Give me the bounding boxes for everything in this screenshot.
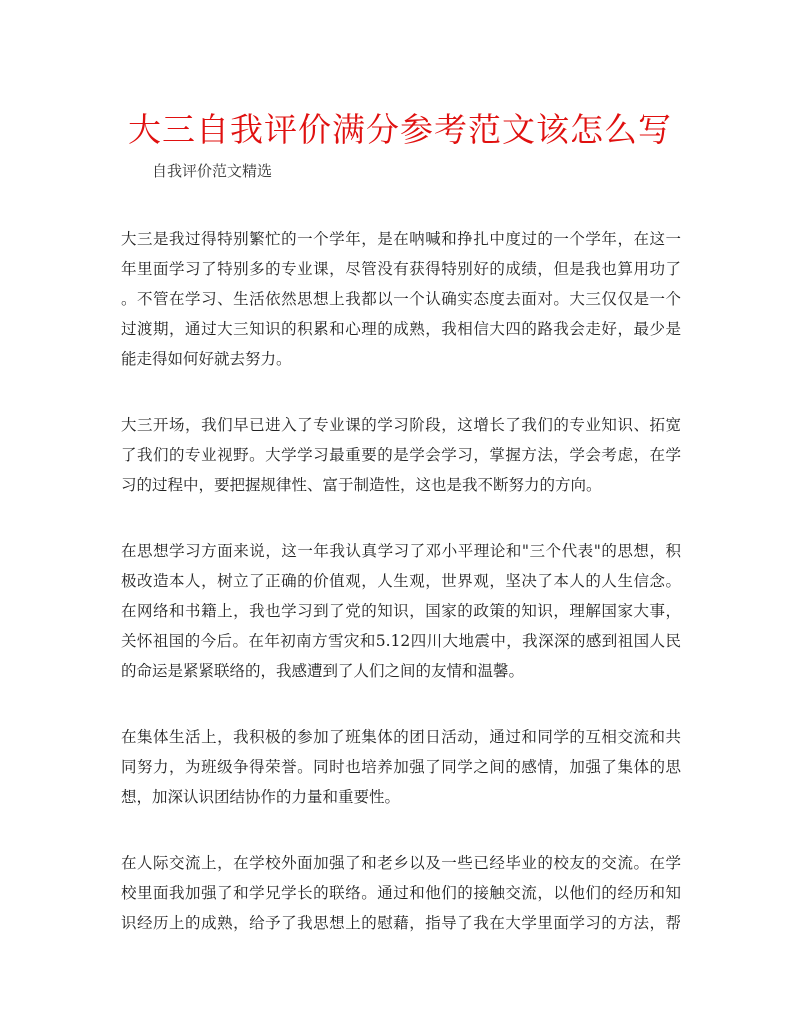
paragraph-line: 极改造本人，树立了正确的价值观，人生观，世界观，坚决了本人的人生信念。 (121, 572, 681, 590)
paragraph-line: 校里面我加强了和学兄学长的联络。通过和他们的接触交流，以他们的经历和知 (121, 884, 681, 902)
paragraph-line: 在思想学习方面来说，这一年我认真学习了邓小平理论和"三个代表"的思想，积 (121, 542, 681, 560)
paragraph-line: 的命运是紧紧联络的，我感遭到了人们之间的友情和温馨。 (121, 662, 525, 680)
paragraph-line: 识经历上的成熟，给予了我思想上的慰藉，指导了我在大学里面学习的方法，帮 (121, 914, 681, 932)
paragraph-line: 年里面学习了特别多的专业课，尽管没有获得特别好的成绩，但是我也算用功了 (121, 260, 681, 278)
paragraph-line: 在人际交流上，在学校外面加强了和老乡以及一些已经毕业的校友的交流。在学 (121, 854, 681, 872)
paragraph-line: 习的过程中，要把握规律性、富于制造性，这也是我不断努力的方向。 (121, 476, 602, 494)
paragraph-line: 大三是我过得特别繁忙的一个学年，是在呐喊和挣扎中度过的一个学年，在这一 (121, 230, 681, 248)
paragraph-line: 。不管在学习、生活依然思想上我都以一个认确实态度去面对。大三仅仅是一个 (121, 290, 681, 308)
paragraph-line: 在集体生活上，我积极的参加了班集体的团日活动，通过和同学的互相交流和共 (121, 728, 681, 746)
paragraph-line: 了我们的专业视野。大学学习最重要的是学会学习，掌握方法，学会考虑，在学 (121, 446, 681, 464)
paragraph-line: 同努力，为班级争得荣誉。同时也培养加强了同学之间的感情，加强了集体的思 (121, 758, 681, 776)
body-paragraph (121, 410, 681, 500)
paragraph-line: 在网络和书籍上，我也学习到了党的知识，国家的政策的知识，理解国家大事， (121, 602, 681, 620)
document-body (121, 224, 681, 974)
page-subtitle: 自我评价范文精选 (152, 162, 273, 180)
paragraph-line: 关怀祖国的今后。在年初南方雪灾和5.12四川大地震中，我深深的感到祖国人民 (121, 632, 681, 650)
paragraph-line: 能走得如何好就去努力。 (121, 350, 292, 368)
body-paragraph (121, 722, 681, 812)
body-paragraph (121, 536, 681, 686)
paragraph-line: 想，加深认识团结协作的力量和重要性。 (121, 788, 401, 806)
body-paragraph (121, 848, 681, 938)
page-title: 大三自我评价满分参考范文该怎么写 (128, 110, 672, 149)
body-paragraph (121, 224, 681, 374)
paragraph-line: 大三开场，我们早已进入了专业课的学习阶段，这增长了我们的专业知识、拓宽 (121, 416, 681, 434)
paragraph-line: 过渡期，通过大三知识的积累和心理的成熟，我相信大四的路我会走好，最少是 (121, 320, 681, 338)
